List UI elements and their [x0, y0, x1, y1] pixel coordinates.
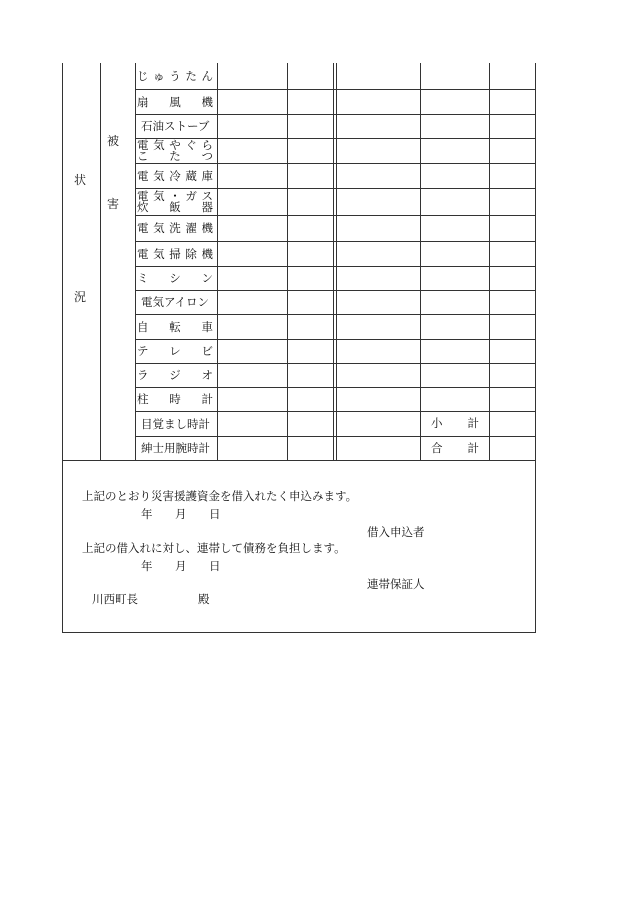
grid-vline	[333, 63, 334, 460]
grid-vline	[100, 63, 101, 460]
item-label: 電 気 洗 濯 機	[137, 221, 213, 235]
item-label: ミ シ ン	[137, 271, 213, 285]
item-label: 柱 時 計	[137, 392, 213, 406]
item-label: 目覚まし時計	[141, 416, 210, 431]
guarantee-statement: 上記の借入れに対し、連帯して債務を負担します。	[82, 541, 346, 555]
addressee-honorific: 殿	[198, 592, 210, 606]
grid-vline	[420, 63, 421, 460]
application-date-day: 日	[209, 507, 221, 521]
guarantee-date-month: 月	[175, 559, 187, 573]
total-label: 合 計	[431, 441, 479, 455]
application-date-year: 年	[141, 507, 153, 521]
table-bottom-line	[63, 460, 535, 461]
item-label: 電 気 や ぐ ら こ た つ	[137, 137, 213, 163]
item-label: じ ゅ う た ん	[137, 69, 213, 83]
damage-status-form	[62, 63, 536, 633]
addressee-name: 川西町長	[92, 592, 138, 606]
item-label: 自 転 車	[137, 319, 213, 334]
application-date-month: 月	[175, 507, 187, 521]
application-statement: 上記のとおり災害援護資金を借入れたく申込みます。	[82, 489, 358, 503]
item-label: ラ ジ オ	[137, 368, 213, 382]
item-label: 石油ストーブ	[141, 119, 210, 133]
subtotal-label: 小 計	[431, 416, 479, 430]
item-label: 扇 風 機	[137, 94, 213, 109]
grid-vline	[336, 63, 337, 460]
guarantee-date-year: 年	[141, 559, 153, 573]
grid-vline	[287, 63, 288, 460]
side-label-status-top: 状	[74, 173, 87, 187]
guarantee-date-day: 日	[209, 559, 221, 573]
applicant-label: 借入申込者	[367, 525, 425, 539]
grid-vline	[489, 63, 490, 460]
grid-vline	[217, 63, 218, 460]
item-label: 電気アイロン	[141, 295, 209, 309]
item-label: 電 気 冷 蔵 庫	[137, 168, 213, 183]
side-label-damage-top: 被	[107, 134, 120, 148]
guarantor-label: 連帯保証人	[367, 577, 425, 591]
item-label: 電 気 ・ ガ ス 炊 飯 器	[137, 188, 213, 214]
item-label: 電 気 掃 除 機	[137, 246, 213, 261]
side-label-damage-bottom: 害	[107, 197, 120, 211]
item-label: 紳士用腕時計	[141, 441, 210, 455]
side-label-status-bottom: 況	[74, 290, 87, 304]
item-label: テ レ ビ	[137, 344, 213, 358]
